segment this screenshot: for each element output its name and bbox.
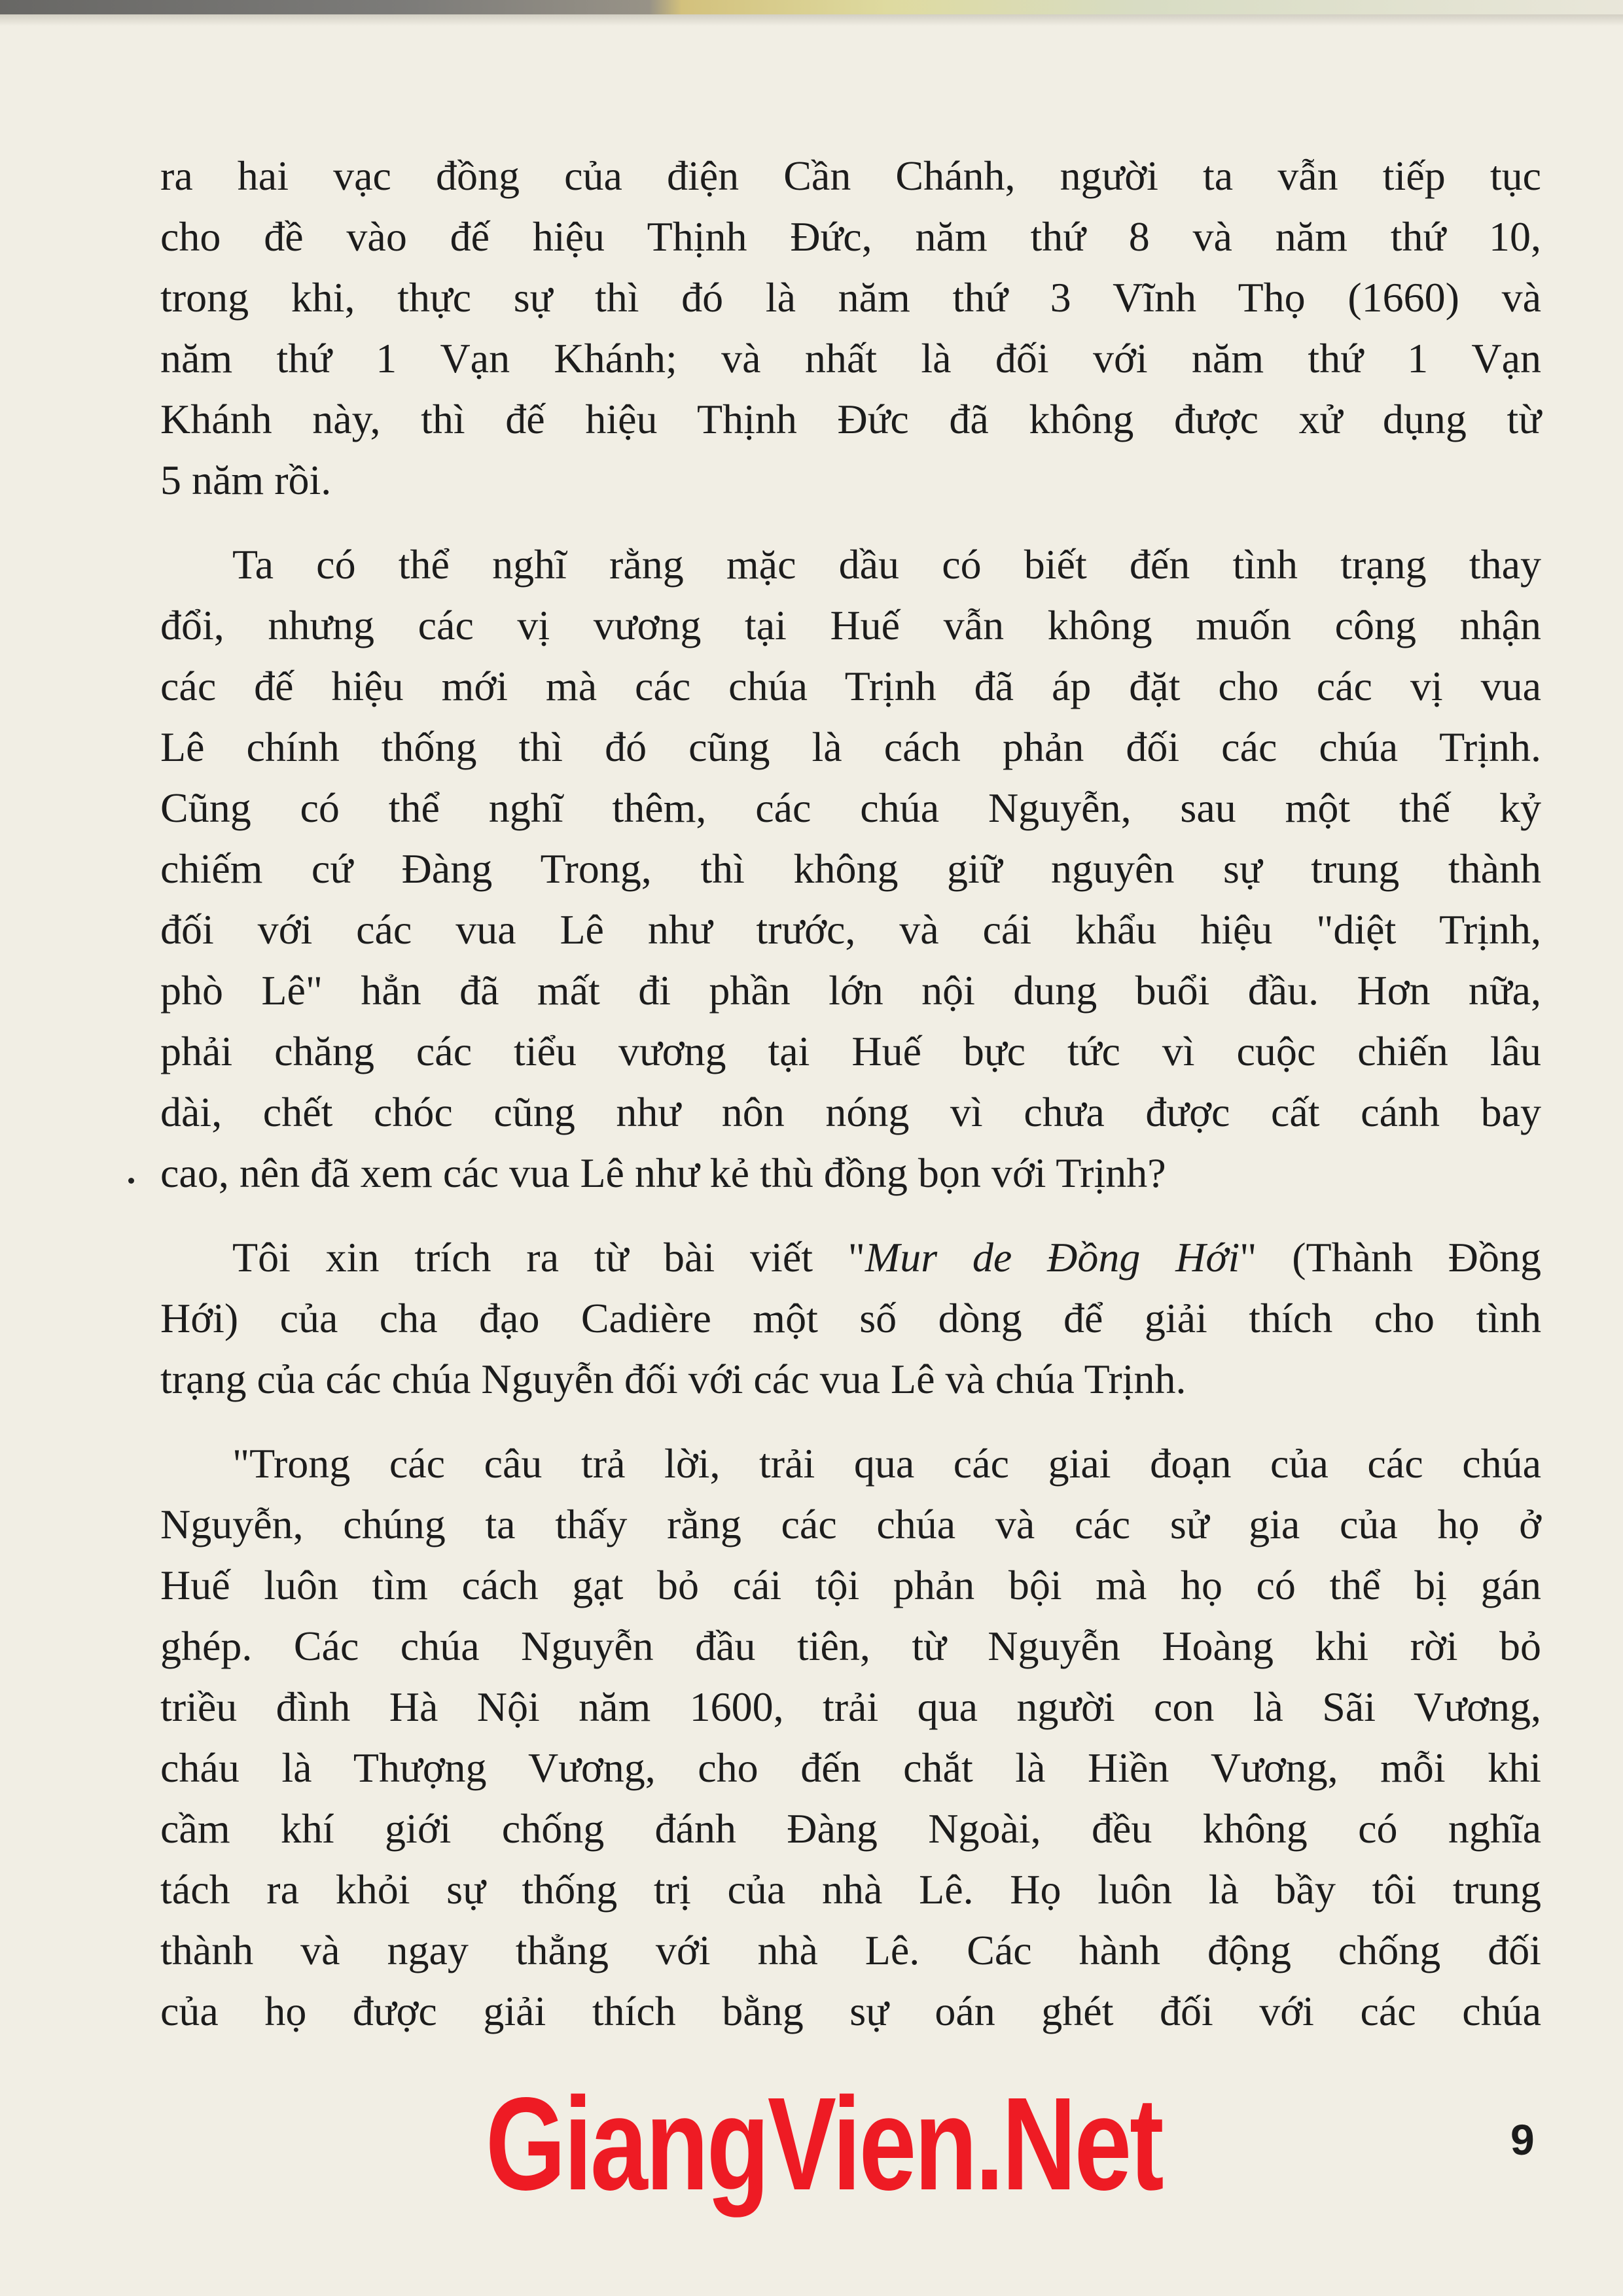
- page-top-edge: [0, 0, 1623, 14]
- text-line: cao, nên đã xem các vua Lê như kẻ thù đồng bọn với Trịnh?: [160, 1150, 1166, 1196]
- text-line: 5 năm rồi.: [160, 457, 332, 503]
- text-line: cho đề vào đế hiệu Thịnh Đức, năm thứ 8 và năm thứ 10,: [160, 213, 1541, 260]
- text-line: Ta có thể nghĩ rằng mặc dầu có biết đến tình trạng thay: [232, 541, 1541, 588]
- text-line: thành và ngay thẳng với nhà Lê. Các hành động chống đối: [160, 1927, 1541, 1973]
- text-line: trạng của các chúa Nguyễn đối với các vua Lê và chúa Trịnh.: [160, 1356, 1186, 1402]
- page-top-shadow: [0, 14, 1623, 26]
- scan-speck: [128, 1178, 134, 1184]
- text-line: ra hai vạc đồng của điện Cần Chánh, người ta vẫn tiếp tục: [160, 152, 1541, 199]
- text-line: ghép. Các chúa Nguyễn đầu tiên, từ Nguyễn Hoàng khi rời bỏ: [160, 1623, 1541, 1669]
- text-run: " (Thành Đồng: [1240, 1234, 1542, 1280]
- text-line: trong khi, thực sự thì đó là năm thứ 3 Vĩnh Thọ (1660) và: [160, 274, 1541, 321]
- text-line: cầm khí giới chống đánh Đàng Ngoài, đều không có nghĩa: [160, 1805, 1541, 1852]
- text-line: cháu là Thượng Vương, cho đến chắt là Hiền Vương, mỗi khi: [160, 1744, 1541, 1791]
- text-line: đổi, nhưng các vị vương tại Huế vẫn không muốn công nhận: [160, 602, 1541, 648]
- text-line: năm thứ 1 Vạn Khánh; và nhất là đối với năm thứ 1 Vạn: [160, 335, 1541, 381]
- page-number: 9: [1510, 2115, 1535, 2164]
- text-line: dài, chết chóc cũng như nôn nóng vì chưa được cất cánh bay: [160, 1089, 1541, 1135]
- text-line: các đế hiệu mới mà các chúa Trịnh đã áp đặt cho các vị vua: [160, 663, 1541, 709]
- page-body: [160, 145, 1541, 2065]
- text-line: Huế luôn tìm cách gạt bỏ cái tội phản bội mà họ có thể bị gán: [160, 1562, 1541, 1608]
- text-line: Lê chính thống thì đó cũng là cách phản đối các chúa Trịnh.: [160, 724, 1541, 770]
- text-line: đối với các vua Lê như trước, và cái khẩu hiệu "diệt Trịnh,: [160, 906, 1541, 953]
- text-line: Hới) của cha đạo Cadière một số dòng để giải thích cho tình: [160, 1295, 1541, 1341]
- text-line: Nguyễn, chúng ta thấy rằng các chúa và các sử gia của họ ở: [160, 1501, 1541, 1547]
- text-line: Cũng có thể nghĩ thêm, các chúa Nguyễn, sau một thế kỷ: [160, 785, 1541, 831]
- text-line: của họ được giải thích bằng sự oán ghét đối với các chúa: [160, 1988, 1541, 2034]
- text-line: phải chăng các tiểu vương tại Huế bực tức vì cuộc chiến lâu: [160, 1028, 1541, 1074]
- text-run: Tôi xin trích ra từ bài viết ": [232, 1234, 865, 1280]
- paragraph-4: [160, 1433, 1541, 2041]
- watermark-logo: GiangVien.Net: [486, 2070, 1162, 2217]
- text-line: phò Lê" hẳn đã mất đi phần lớn nội dung buổi đầu. Hơn nữa,: [160, 967, 1541, 1014]
- text-line: [160, 1227, 1541, 1288]
- paragraph-3: [160, 1227, 1541, 1409]
- paragraph-2: [160, 534, 1541, 1203]
- cited-title: Mur de Đồng Hới: [865, 1234, 1240, 1280]
- text-line: triều đình Hà Nội năm 1600, trải qua người con là Sãi Vương,: [160, 1684, 1541, 1730]
- paragraph-1: [160, 145, 1541, 510]
- text-line: "Trong các câu trả lời, trải qua các giai đoạn của các chúa: [232, 1440, 1541, 1487]
- text-line: chiếm cứ Đàng Trong, thì không giữ nguyên sự trung thành: [160, 845, 1541, 892]
- text-line: Khánh này, thì đế hiệu Thịnh Đức đã không được xử dụng từ: [160, 396, 1541, 442]
- text-line: tách ra khỏi sự thống trị của nhà Lê. Họ luôn là bầy tôi trung: [160, 1866, 1541, 1913]
